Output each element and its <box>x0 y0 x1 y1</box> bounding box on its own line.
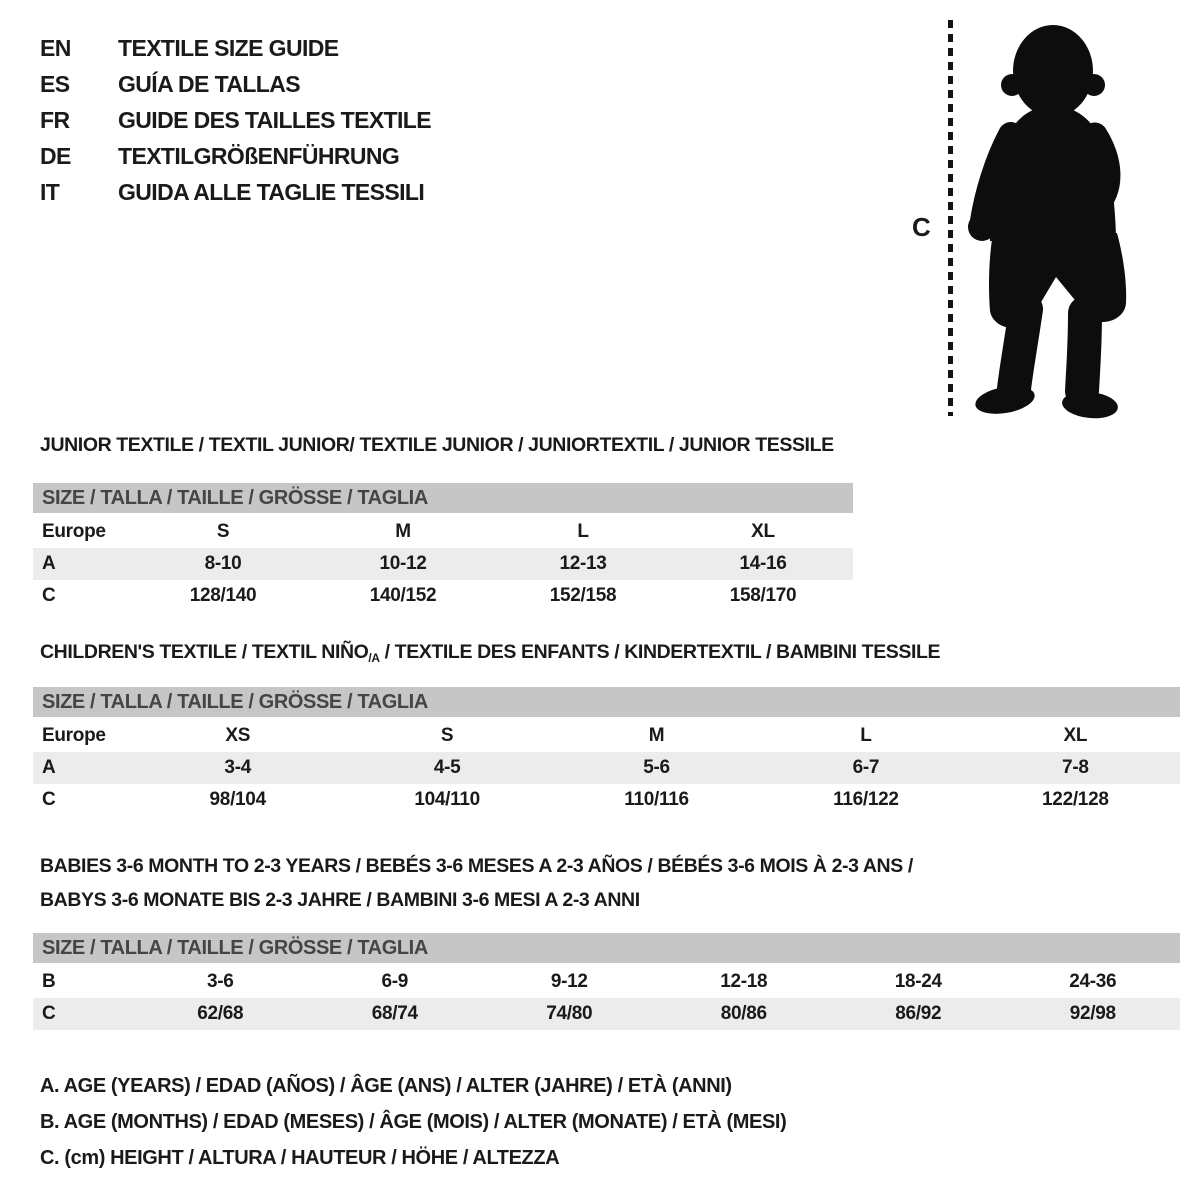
language-row <box>40 174 431 210</box>
row-label: C <box>42 1003 56 1024</box>
column-header: L <box>577 521 589 542</box>
babies-section-title <box>40 849 913 917</box>
language-code: DE <box>40 142 71 169</box>
language-code: ES <box>40 70 70 97</box>
table-header-row <box>33 516 853 548</box>
legend-line-c: C. (cm) HEIGHT / ALTURA / HAUTEUR / HÖHE / ALTEZZA <box>40 1147 560 1169</box>
language-title: GUÍA DE TALLAS <box>118 70 300 97</box>
cell: 68/74 <box>371 1003 418 1024</box>
table-row <box>33 752 1180 784</box>
children-title-main: CHILDREN'S TEXTILE / TEXTIL NIÑO <box>40 641 369 663</box>
language-title: GUIDE DES TAILLES TEXTILE <box>118 106 431 133</box>
row-label: B <box>42 971 56 992</box>
height-measure-label: C <box>912 212 931 242</box>
cell: 7-8 <box>1062 757 1089 778</box>
cell: 152/158 <box>549 585 617 606</box>
size-header-band: SIZE / TALLA / TAILLE / GRÖSSE / TAGLIA <box>33 933 1180 963</box>
language-title: TEXTILE SIZE GUIDE <box>118 34 339 61</box>
column-header: M <box>395 521 411 542</box>
children-section-title <box>40 641 940 665</box>
cell: 5-6 <box>643 757 670 778</box>
language-row <box>40 30 431 66</box>
cell: 3-6 <box>206 971 234 992</box>
column-header: XS <box>225 725 251 746</box>
language-code: FR <box>40 106 70 133</box>
children-title-rest: / TEXTILE DES ENFANTS / KINDERTEXTIL / BAMBINI TESSILE <box>379 641 941 663</box>
cell: 92/98 <box>1069 1003 1116 1024</box>
column-header: Europe <box>42 521 106 542</box>
junior-section-title: JUNIOR TEXTILE / TEXTIL JUNIOR/ TEXTILE JUNIOR / JUNIORTEXTIL / JUNIOR TESSILE <box>40 434 834 456</box>
column-header: Europe <box>42 725 106 746</box>
column-header: M <box>648 725 665 746</box>
cell: 116/122 <box>833 789 899 810</box>
cell: 4-5 <box>433 757 461 778</box>
size-header-band: SIZE / TALLA / TAILLE / GRÖSSE / TAGLIA <box>33 687 1180 717</box>
cell: 8-10 <box>204 553 242 574</box>
row-label: C <box>42 789 56 810</box>
cell: 128/140 <box>189 585 257 606</box>
toddler-silhouette-icon <box>965 16 1145 422</box>
height-measure-line <box>948 20 953 416</box>
column-header: XL <box>1063 725 1088 746</box>
row-label: A <box>42 553 56 574</box>
table-row <box>33 784 1180 816</box>
cell: 62/68 <box>197 1003 244 1024</box>
cell: 104/110 <box>414 789 480 810</box>
cell: 10-12 <box>379 553 427 574</box>
column-header: S <box>216 521 230 542</box>
cell: 98/104 <box>209 789 266 810</box>
language-code: EN <box>40 34 71 61</box>
babies-title-line1: BABIES 3-6 MONTH TO 2-3 YEARS / BEBÉS 3-6 MESES A 2-3 AÑOS / BÉBÉS 3-6 MOIS À 2-3 ANS / <box>40 855 913 877</box>
cell: 140/152 <box>369 585 437 606</box>
column-header: XL <box>751 521 775 542</box>
cell: 14-16 <box>739 553 787 574</box>
column-header: L <box>860 725 872 746</box>
table-row <box>33 548 853 580</box>
table-header-row <box>33 720 1180 752</box>
legend-line-b: B. AGE (MONTHS) / EDAD (MESES) / ÂGE (MOIS) / ALTER (MONATE) / ETÀ (MESI) <box>40 1111 787 1133</box>
babies-size-table <box>33 933 1180 1030</box>
cell: 122/128 <box>1042 789 1109 810</box>
babies-title-line2: BABYS 3-6 MONATE BIS 2-3 JAHRE / BAMBINI 3-6 MESI A 2-3 ANNI <box>40 889 640 911</box>
language-code: IT <box>40 178 60 205</box>
language-row <box>40 138 431 174</box>
cell: 158/170 <box>729 585 797 606</box>
table-row <box>33 998 1180 1030</box>
children-title-subscript: /A <box>368 651 380 665</box>
language-row <box>40 102 431 138</box>
children-size-table <box>33 687 1180 816</box>
cell: 12-18 <box>720 971 768 992</box>
table-row <box>33 580 853 612</box>
cell: 86/92 <box>895 1003 942 1024</box>
row-label: A <box>42 757 56 778</box>
measurement-legend <box>40 1068 786 1176</box>
language-row <box>40 66 431 102</box>
cell: 12-13 <box>559 553 607 574</box>
cell: 74/80 <box>546 1003 593 1024</box>
cell: 6-9 <box>381 971 409 992</box>
legend-line-a: A. AGE (YEARS) / EDAD (AÑOS) / ÂGE (ANS) / ALTER (JAHRE) / ETÀ (ANNI) <box>40 1075 732 1097</box>
language-title: TEXTILGRÖßENFÜHRUNG <box>118 142 400 169</box>
cell: 80/86 <box>720 1003 767 1024</box>
language-title: GUIDA ALLE TAGLIE TESSILI <box>118 178 425 205</box>
cell: 18-24 <box>894 971 942 992</box>
cell: 9-12 <box>550 971 588 992</box>
cell: 110/116 <box>624 789 689 810</box>
row-label: C <box>42 585 56 606</box>
junior-size-table <box>33 483 853 612</box>
cell: 24-36 <box>1069 971 1117 992</box>
cell: 6-7 <box>852 757 880 778</box>
cell: 3-4 <box>224 757 251 778</box>
column-header: S <box>440 725 454 746</box>
table-row <box>33 966 1180 998</box>
language-title-list <box>40 30 431 210</box>
size-header-band: SIZE / TALLA / TAILLE / GRÖSSE / TAGLIA <box>33 483 853 513</box>
